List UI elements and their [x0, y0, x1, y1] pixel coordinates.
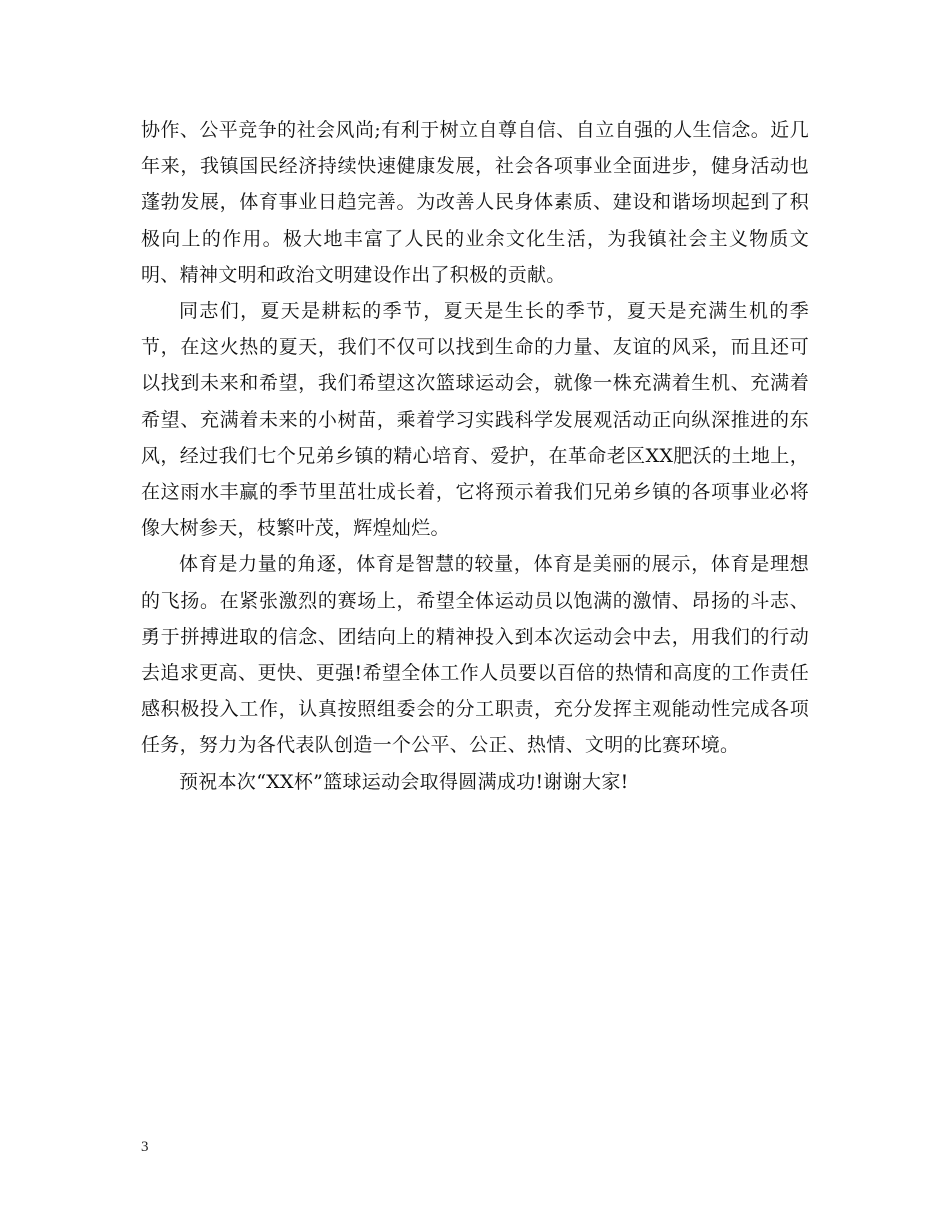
page-number: 3 [141, 1139, 149, 1155]
paragraph-sports: 体育是力量的角逐，体育是智慧的较量，体育是美丽的展示，体育是理想的飞扬。在紧张激烈的赛场上，希望全体运动员以饱满的激情、昂扬的斗志、勇于拼搏进取的信念、团结向上的精神投入到本次运动会中去，用我们的行动去追求更高、更快、更强!希望全体工作人员要以百倍的热情和高度的工作责任感积极投入工作，认真按照组委会的分工职责，充分发挥主观能动性完成各项任务，努力为各代表队创造一个公平、公正、热情、文明的比赛环境。 [141, 553, 809, 757]
paragraph-continued: 协作、公平竞争的社会风尚;有利于树立自尊自信、自立自强的人生信念。近几年来，我镇国民经济持续快速健康发展，社会各项事业全面进步，健身活动也蓬勃发展，体育事业日趋完善。为改善人民身体素质、建设和谐场坝起到了积极向上的作用。极大地丰富了人民的业余文化生活，为我镇社会主义物质文明、精神文明和政治文明建设作出了积极的贡献。 [141, 119, 809, 286]
paragraph-closing: 预祝本次“XX杯”篮球运动会取得圆满成功!谢谢大家! [179, 770, 629, 793]
document-body [141, 112, 809, 800]
paragraph-summer: 同志们，夏天是耕耘的季节，夏天是生长的季节，夏天是充满生机的季节，在这火热的夏天，我们不仅可以找到生命的力量、友谊的风采，而且还可以找到未来和希望，我们希望这次篮球运动会，就像一株充满着生机、充满着希望、充满着未来的小树苗，乘着学习实践科学发展观活动正向纵深推进的东风，经过我们七个兄弟乡镇的精心培育、爱护，在革命老区XX肥沃的土地上，在这雨水丰赢的季节里茁壮成长着，它将预示着我们兄弟乡镇的各项事业必将像大树参天，枝繁叶茂，辉煌灿烂。 [141, 300, 809, 540]
